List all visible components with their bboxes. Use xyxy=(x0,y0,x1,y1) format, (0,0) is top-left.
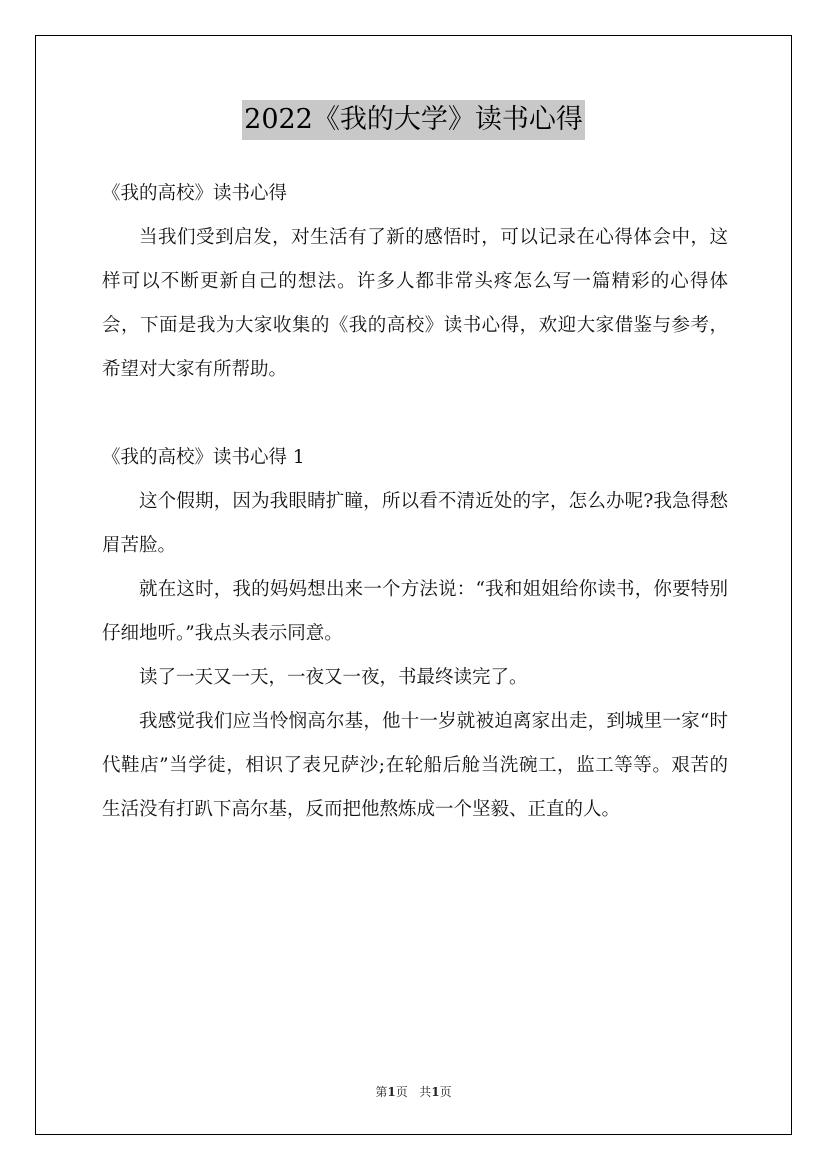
page-current: 1 xyxy=(387,1085,396,1099)
total-prefix: 共 xyxy=(419,1085,432,1099)
paragraph-spacer xyxy=(102,392,728,436)
document-title: 2022《我的大学》读书心得 xyxy=(242,100,585,140)
intro-paragraph: 当我们受到启发，对生活有了新的感悟时，可以记录在心得体会中，这样可以不断更新自己的想法。许多人都非常头疼怎么写一篇精彩的心得体会，下面是我为大家收集的《我的高校》读书心得，欢迎大家借鉴与参考，希望对大家有所帮助。 xyxy=(102,227,728,380)
page-total: 1 xyxy=(431,1085,440,1099)
page-footer xyxy=(0,1083,827,1101)
page-prefix: 第 xyxy=(375,1085,388,1099)
body-paragraph-1: 这个假期，因为我眼睛扩瞳，所以看不清近处的字，怎么办呢?我急得愁眉苦脸。 xyxy=(102,491,728,556)
title-container xyxy=(0,100,827,140)
intro-heading: 《我的高校》读书心得 xyxy=(102,183,288,204)
body-paragraph-2: 就在这时，我的妈妈想出来一个方法说：“我和姐姐给你读书，你要特别仔细地听。”我点头表示同意。 xyxy=(102,579,728,644)
page-suffix: 页 xyxy=(395,1085,408,1099)
total-suffix: 页 xyxy=(439,1085,452,1099)
document-body xyxy=(102,172,728,832)
body-paragraph-3: 读了一天又一天，一夜又一夜，书最终读完了。 xyxy=(139,667,528,688)
body-paragraph-4: 我感觉我们应当怜悯高尔基，他十一岁就被迫离家出走，到城里一家“时代鞋店”当学徒，相识了表兄萨沙;在轮船后舱当洗碗工，监工等等。艰苦的生活没有打趴下高尔基，反而把他熬炼成一个坚毅、正直的人。 xyxy=(102,711,728,820)
section-heading: 《我的高校》读书心得 1 xyxy=(102,447,305,468)
